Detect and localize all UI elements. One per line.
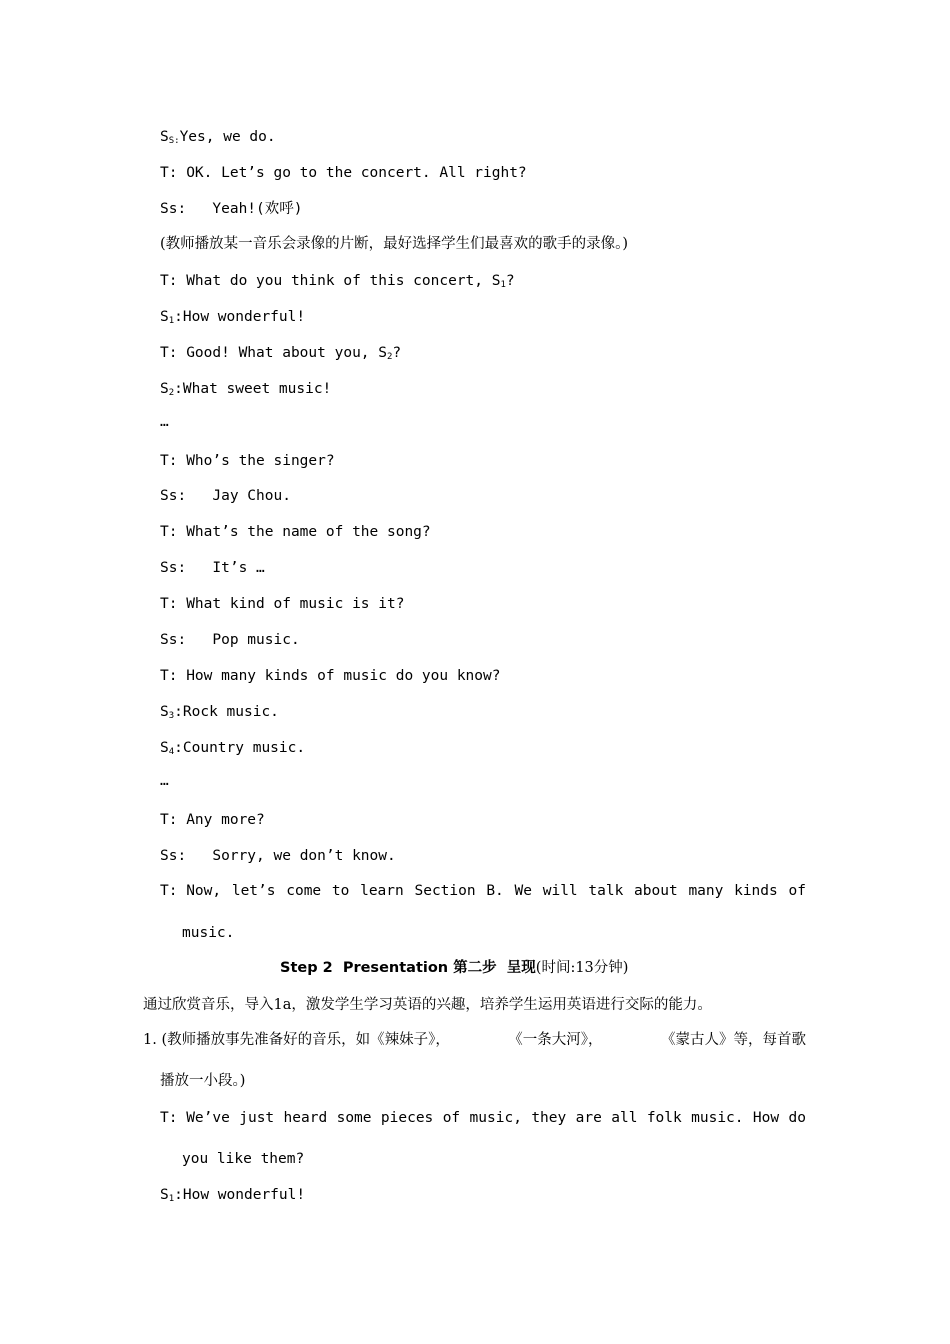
ellipsis-line: … xyxy=(160,773,169,789)
step-heading: Step 2 Presentation 第二步 呈现(时间:13分钟) xyxy=(280,960,629,976)
dialogue-line: $S_{S:}Yes$, we do. xyxy=(160,129,276,146)
dialogue-line-justified: T: Now, let’s come to learn Section B. We will talk about many kinds of xyxy=(160,883,806,899)
dialogue-line: Ss: Sorry, we don’t know. xyxy=(160,848,396,864)
dialogue-line: $S_2:What$ sweet music! xyxy=(160,381,332,398)
dialogue-line: T: What do you think of this concert, $S_1$? xyxy=(160,273,515,290)
dialogue-line: Ss: Yeah!(欢呼) xyxy=(160,201,303,217)
dialogue-line: $S_1:How$ wonderful! xyxy=(160,1187,306,1204)
dialogue-line: $S_4:Country$ music. xyxy=(160,740,306,757)
dialogue-line: $S_1:How$ wonderful! xyxy=(160,309,306,326)
intro-paragraph: 通过欣赏音乐，导入1a，激发学生学习英语的兴趣，培养学生运用英语进行交际的能力。 xyxy=(143,997,712,1013)
dialogue-line: T: What kind of music is it? xyxy=(160,596,405,612)
dialogue-line: T: How many kinds of music do you know? xyxy=(160,668,501,684)
teacher-note: (教师播放某一音乐会录像的片断，最好选择学生们最喜欢的歌手的录像。) xyxy=(160,236,629,252)
ellipsis-line: … xyxy=(160,414,169,430)
numbered-item-continuation: 播放一小段。) xyxy=(160,1073,246,1089)
dialogue-line: T: Good! What about you, $S_2$? xyxy=(160,345,402,362)
dialogue-line: T: What’s the name of the song? xyxy=(160,524,431,540)
dialogue-line-justified: T: We’ve just heard some pieces of music, they are all folk music. How do xyxy=(160,1110,806,1126)
dialogue-line: Ss: Jay Chou. xyxy=(160,488,291,504)
dialogue-line: Ss: It’s … xyxy=(160,560,265,576)
dialogue-line: $S_3:Rock$ music. xyxy=(160,704,279,721)
dialogue-line: T: Any more? xyxy=(160,812,265,828)
numbered-item: 1. (教师播放事先准备好的音乐，如《辣妹子》， 《一条大河》， 《蒙古人》等，每首歌 xyxy=(143,1032,806,1048)
dialogue-line: T: OK. Let’s go to the concert. All right? xyxy=(160,165,527,181)
dialogue-line: Ss: Pop music. xyxy=(160,632,300,648)
dialogue-continuation: music. xyxy=(182,925,235,941)
dialogue-continuation: you like them? xyxy=(182,1151,305,1167)
dialogue-line: T: Who’s the singer? xyxy=(160,453,335,469)
